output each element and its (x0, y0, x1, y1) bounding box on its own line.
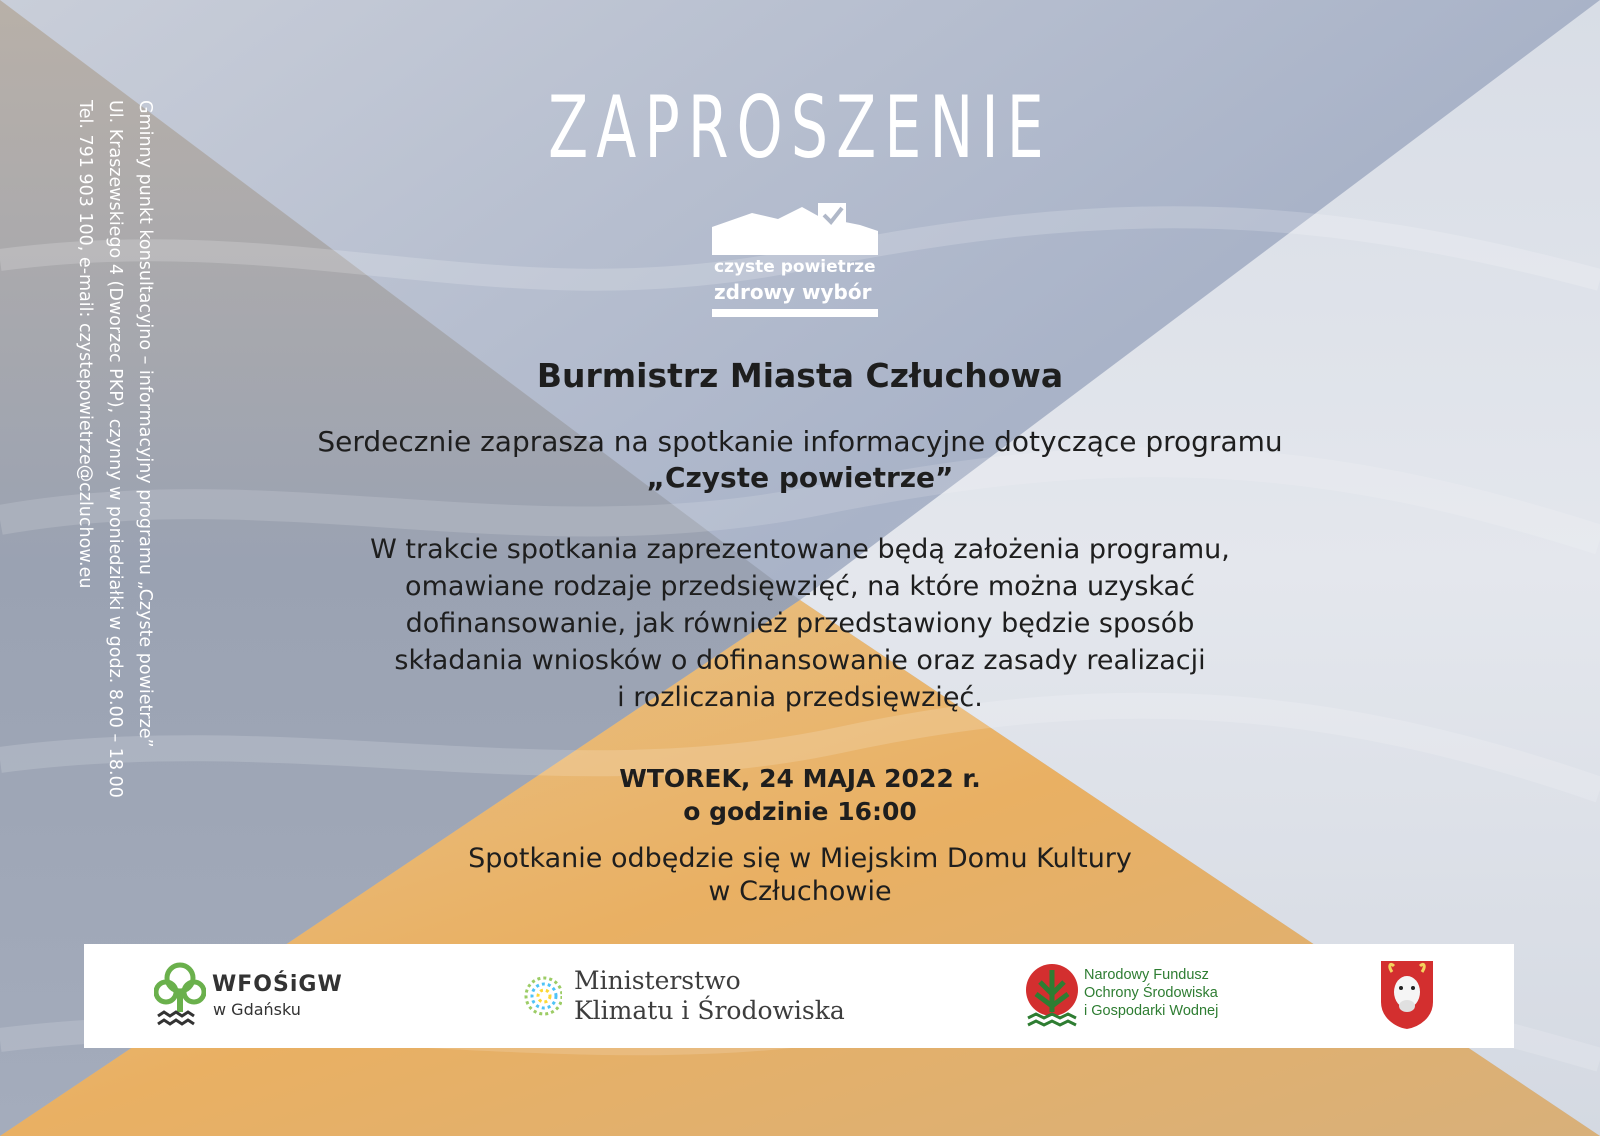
ministry-name-line2: Klimatu i Środowiska (574, 996, 845, 1025)
ministry-name-line1: Ministerstwo (574, 966, 741, 995)
nfosigw-name-line: i Gospodarki Wodnej (1084, 1003, 1219, 1019)
event-date (0, 762, 1600, 828)
description (300, 531, 1300, 716)
wfosigw-tree-icon (154, 962, 206, 1028)
program-logo-line1: czyste powietrze (714, 257, 876, 277)
program-name: „Czyste powietrze” (646, 461, 954, 494)
event-time: o godzinie 16:00 (683, 797, 917, 826)
description-line: składania wniosków o dofinansowanie oraz zasady realizacji (394, 645, 1206, 676)
invitation-heading: ZAPROSZENIE (548, 78, 1052, 178)
side-info-line: Gminny punkt konsultacyjno – informacyjny programu „Czyste powietrze” (135, 100, 155, 748)
partner-logos-bar (84, 944, 1514, 1048)
description-line: i rozliczania przedsięwzięć. (617, 682, 983, 713)
program-logo-line2: zdrowy wybór (714, 280, 872, 304)
wfosigw-name: WFOŚiGW (212, 972, 343, 997)
venue-line: Spotkanie odbędzie się w Miejskim Domu Kultury (468, 843, 1132, 874)
ministry-emblem-icon (520, 970, 562, 1022)
nfosigw-emblem-icon (1024, 962, 1080, 1028)
description-line: omawiane rodzaje przedsięwzięć, na które można uzyskać (405, 571, 1195, 602)
nfosigw-name (1084, 966, 1218, 1020)
invitation-line: Serdecznie zaprasza na spotkanie informacyjne dotyczące programu (317, 425, 1283, 458)
event-day: WTOREK, 24 MAJA 2022 r. (619, 764, 981, 793)
nfosigw-name-line: Narodowy Fundusz (1084, 967, 1209, 983)
description-line: W trakcie spotkania zaprezentowane będą założenia programu, (370, 534, 1230, 565)
city-crest-icon (1378, 958, 1436, 1032)
sender-title: Burmistrz Miasta Człuchowa (536, 356, 1064, 395)
nfosigw-name-line: Ochrony Środowiska (1084, 985, 1218, 1001)
invitation-text (200, 424, 1400, 496)
wfosigw-city: w Gdańsku (213, 1000, 301, 1019)
venue-line: w Człuchowie (708, 876, 892, 907)
side-info-line: Ul. Kraszewskiego 4 (Dworzec PKP), czynny w poniedziałki w godz. 8.00 – 18.00 (105, 100, 125, 798)
side-info-line: Tel. 791 903 100, e-mail: czystepowietrze@czluchow.eu (75, 100, 95, 589)
description-line: dofinansowanie, jak również przedstawiony będzie sposób (405, 608, 1195, 639)
side-contact-info (70, 100, 160, 920)
event-venue (0, 842, 1600, 908)
